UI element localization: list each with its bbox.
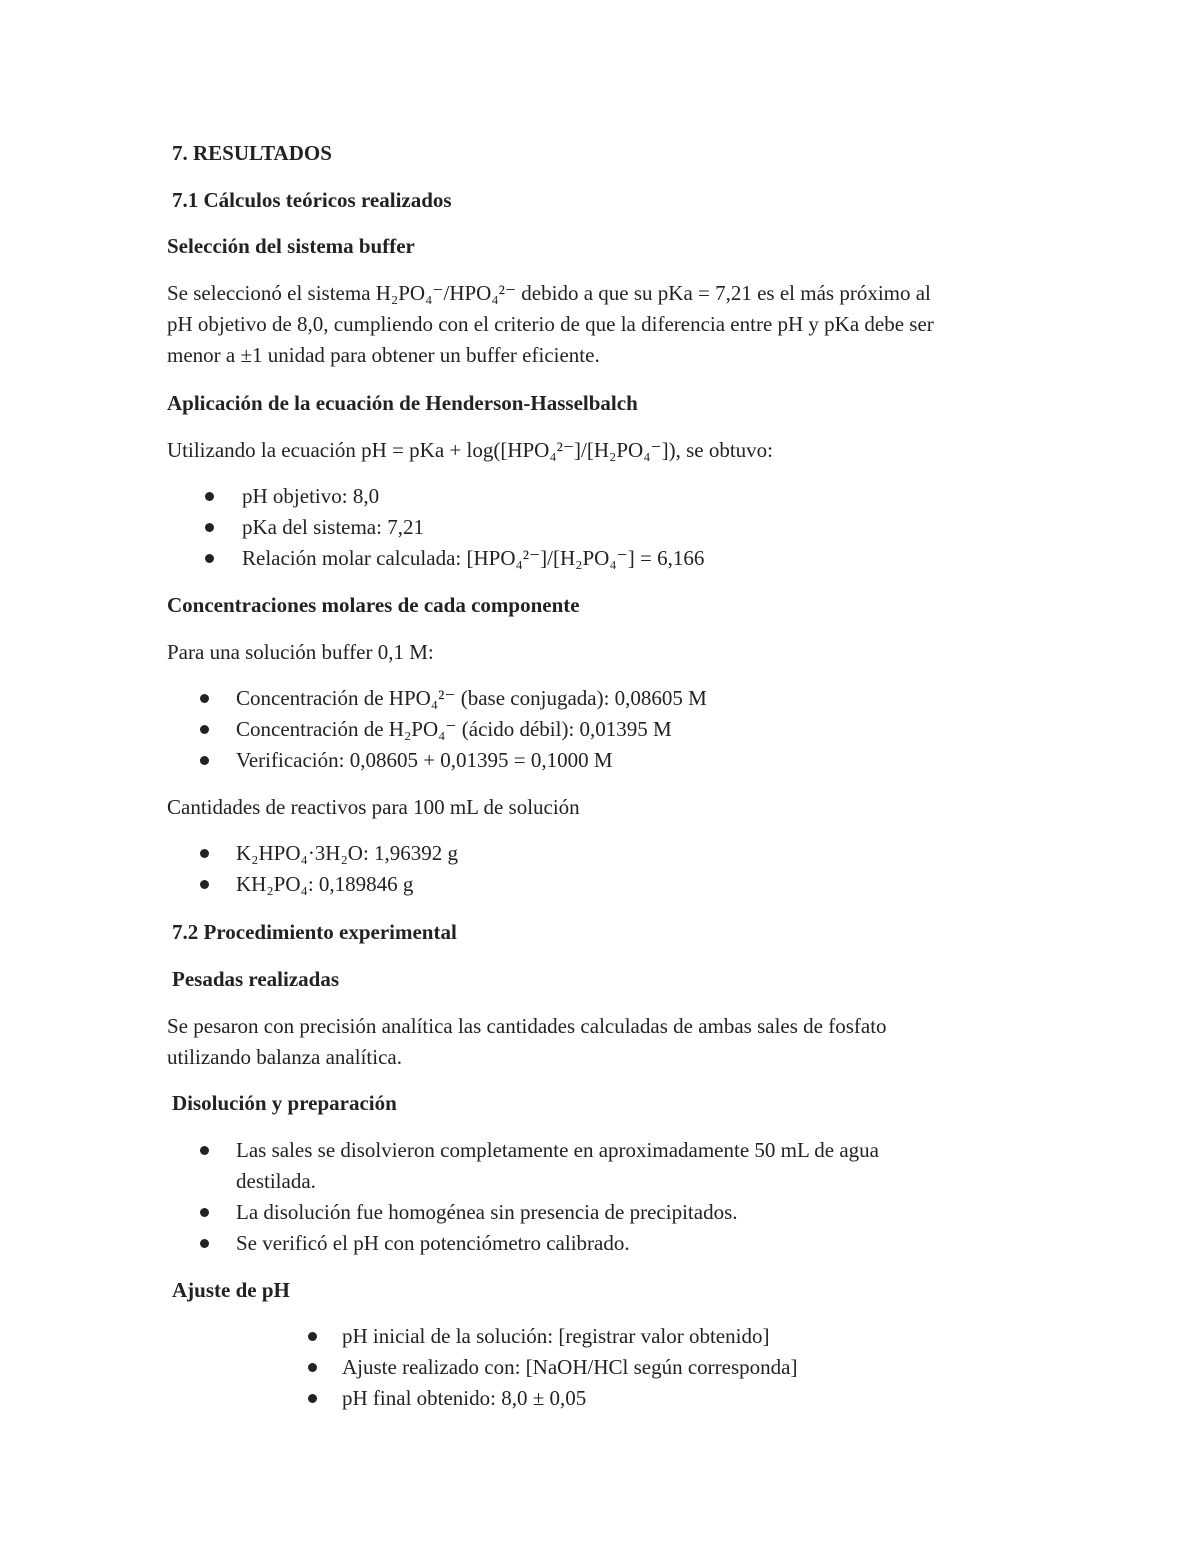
disolucion-heading: Disolución y preparación [172, 1091, 397, 1115]
pesadas-heading: Pesadas realizadas [172, 967, 340, 991]
bullet-dot [308, 1332, 317, 1341]
cantidades-list-item: K₂HPO₄·3H₂O: 1,96392 g [236, 841, 459, 865]
ajuste-list-item: Ajuste realizado con: [NaOH/HCl según corresponda] [342, 1355, 798, 1379]
subsection-7-1-heading: 7.1 Cálculos teóricos realizados [172, 188, 452, 212]
concentraciones-list-item: Concentración de HPO₄²⁻ (base conjugada): 0,08605 M [236, 686, 707, 710]
concentraciones-list-item: Concentración de H₂PO₄⁻ (ácido débil): 0,01395 M [236, 717, 672, 741]
disolucion-list-item: Las sales se disolvieron completamente en aproximadamente 50 mL de agua [236, 1138, 880, 1162]
cantidades-intro: Cantidades de reactivos para 100 mL de solución [167, 795, 580, 819]
concentraciones-intro: Para una solución buffer 0,1 M: [167, 640, 434, 664]
bullet-dot [200, 756, 209, 765]
seleccion-paragraph-line: Se seleccionó el sistema H₂PO₄⁻/HPO₄²⁻ debido a que su pKa = 7,21 es el más próximo al [167, 281, 931, 305]
concentraciones-heading: Concentraciones molares de cada componente [167, 593, 580, 617]
bullet-dot [200, 1208, 209, 1217]
henderson-intro: Utilizando la ecuación pH = pKa + log([HPO₄²⁻]/[H₂PO₄⁻]), se obtuvo: [167, 438, 773, 462]
bullet-dot [205, 492, 214, 501]
bullet-dot [200, 849, 209, 858]
pesadas-paragraph-line: utilizando balanza analítica. [167, 1045, 402, 1069]
seleccion-paragraph-line: pH objetivo de 8,0, cumpliendo con el criterio de que la diferencia entre pH y pKa debe ser [167, 312, 934, 336]
bullet-dot [200, 694, 209, 703]
henderson-list-item: pH objetivo: 8,0 [242, 484, 380, 508]
section-title: 7. RESULTADOS [172, 141, 332, 165]
seleccion-paragraph-line: menor a ±1 unidad para obtener un buffer eficiente. [167, 343, 600, 367]
bullet-dot [205, 523, 214, 532]
seleccion-heading: Selección del sistema buffer [167, 234, 415, 258]
disolucion-list-item: La disolución fue homogénea sin presencia de precipitados. [236, 1200, 738, 1224]
bullet-dot [308, 1363, 317, 1372]
bullet-dot [200, 1239, 209, 1248]
bullet-dot [308, 1394, 317, 1403]
ajuste-list-item: pH final obtenido: 8,0 ± 0,05 [342, 1386, 587, 1410]
bullet-dot [200, 880, 209, 889]
ajuste-list-item: pH inicial de la solución: [registrar valor obtenido] [342, 1324, 770, 1348]
ajuste-heading: Ajuste de pH [172, 1278, 290, 1302]
bullet-dot [200, 1146, 209, 1155]
pesadas-paragraph-line: Se pesaron con precisión analítica las cantidades calculadas de ambas sales de fosfato [167, 1014, 887, 1038]
subsection-7-2-heading: 7.2 Procedimiento experimental [172, 920, 457, 944]
henderson-heading: Aplicación de la ecuación de Henderson-Hasselbalch [167, 391, 638, 415]
disolucion-list-item: Se verificó el pH con potenciómetro calibrado. [236, 1231, 630, 1255]
bullet-dot [200, 725, 209, 734]
disolucion-list-item-continuation: destilada. [236, 1169, 316, 1193]
bullet-dot [205, 554, 214, 563]
concentraciones-list-item: Verificación: 0,08605 + 0,01395 = 0,1000 M [236, 748, 613, 772]
henderson-list-item: Relación molar calculada: [HPO₄²⁻]/[H₂PO₄⁻] = 6,166 [242, 546, 705, 570]
henderson-list-item: pKa del sistema: 7,21 [242, 515, 424, 539]
cantidades-list-item: KH₂PO₄: 0,189846 g [236, 872, 414, 896]
